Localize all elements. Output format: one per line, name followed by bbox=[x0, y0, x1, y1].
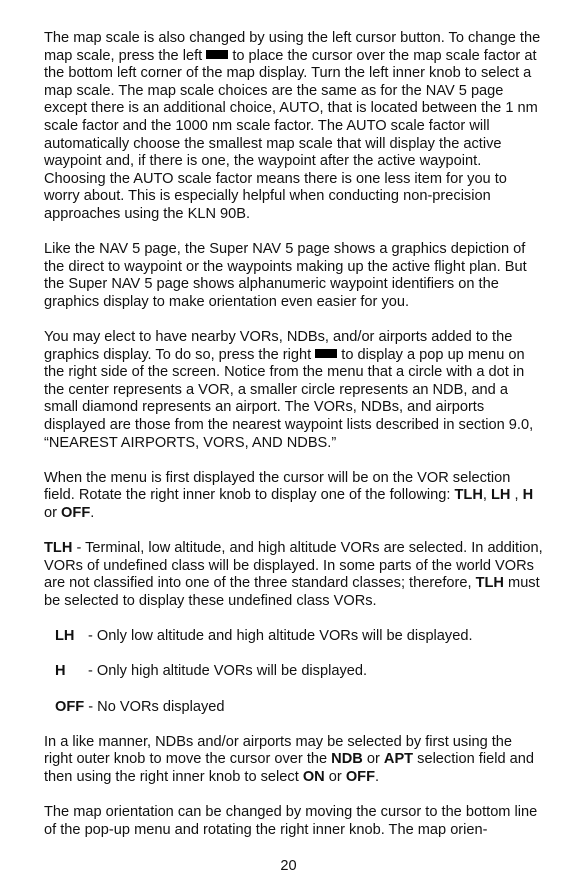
definition-off: OFF - No VORs displayed bbox=[55, 698, 225, 715]
document-page bbox=[44, 30, 544, 839]
paragraph-tlh: TLH - Terminal, low altitude, and high altitude VORs are selected. In addition, VORs of undefined class will be displayed. In some parts of the world VORs are not classified into one of the three standard classes; therefore, TLH must be selected to display these undefined class VORs. bbox=[44, 540, 543, 609]
page-number: 20 bbox=[280, 858, 297, 874]
paragraph-menu-vor: When the menu is first displayed the cursor will be on the VOR selection field. Rotate the right inner knob to display one of the following: TLH, LH , H or OFF. bbox=[44, 469, 534, 522]
definition-h: H - Only high altitude VORs will be displayed. bbox=[55, 663, 368, 680]
paragraph-ndb-apt: In a like manner, NDBs and/or airports may be selected by first using the right outer knob to move the cursor over the NDB or APT selection field and then using the right inner knob to select ON or OFF. bbox=[44, 733, 534, 785]
paragraph-nearby-navaids: You may elect to have nearby VORs, NDBs, and/or airports added to the graphics display. To do so, press the right to display a pop up menu on the right side of the screen. Notice from the menu that a circle with a dot in the center represents a VOR, a smaller circle represents an NDB, and a small diamond represents an airport. The VORs, NDBs, and airports displayed are those from the nearest waypoint lists described in section 9.0, “NEAREST AIRPORTS, VORS, AND NDBS.” bbox=[44, 329, 534, 451]
left-cursor-button-icon bbox=[206, 50, 228, 59]
definition-lh: LH - Only low altitude and high altitude VORs will be displayed. bbox=[55, 628, 473, 645]
right-cursor-button-icon bbox=[315, 349, 337, 358]
paragraph-super-nav5: Like the NAV 5 page, the Super NAV 5 page shows a graphics depiction of the direct to waypoint or the waypoints making up the active flight plan. But the Super NAV 5 page shows alphanumeric waypoint identifiers on the graphics display to make orientation even easier for you. bbox=[44, 241, 527, 310]
paragraph-map-scale: The map scale is also changed by using the left cursor button. To change the map scale, press the left to place the cursor over the map scale factor at the bottom left corner of the map display. Turn the left inner knob to select a map scale. The map scale choices are the same as for the NAV 5 page except there is an additional choice, AUTO, that is located between the 1 nm scale factor and the 1000 nm scale factor. The AUTO scale factor will automatically choose the smallest map scale that will display the active waypoint and, if there is one, the waypoint after the active waypoint. Choosing the AUTO scale factor means there is one less item for you to worry about. This is especially helpful when conducting non-precision approaches using the KLN 90B. bbox=[44, 30, 541, 222]
paragraph-map-orientation: The map orientation can be changed by moving the cursor to the bottom line of the pop-up menu and rotating the right inner knob. The map orien- bbox=[44, 804, 538, 838]
